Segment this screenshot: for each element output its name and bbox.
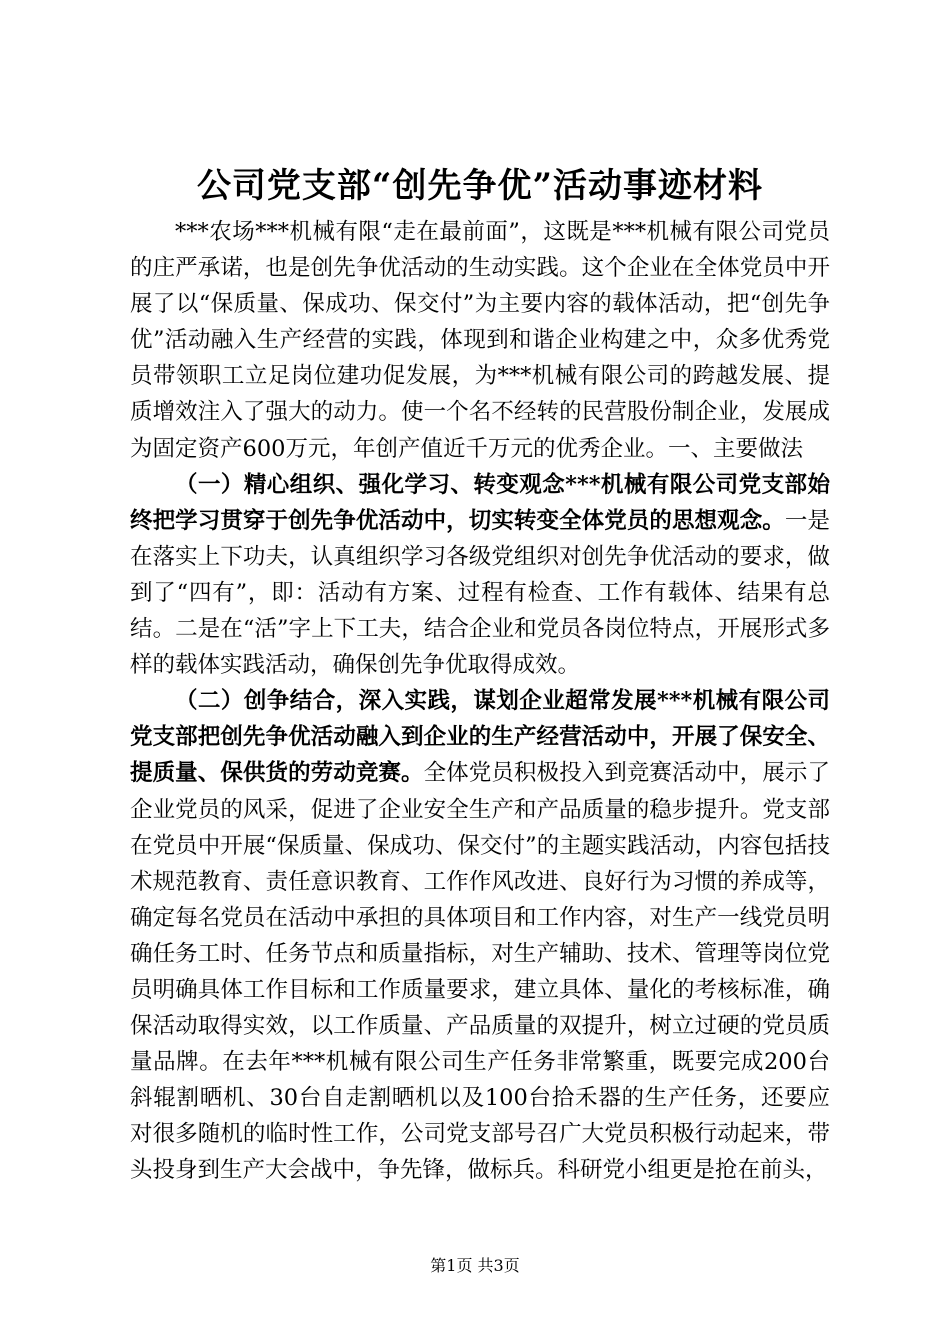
document-body [130,214,830,1189]
document-title: 公司党支部“创先争优”活动事迹材料 [196,166,764,206]
paragraph-section-2 [130,683,830,1188]
section-2-heading: （二）创争结合，深入实践，谋划企业超常发展***机械有限公司党支部把创先争优活动融入到企业的生产经营活动中，开展了保安全、提质量、保供货的劳动竞赛。 [130,688,830,787]
paragraph-intro: ***农场***机械有限“走在最前面”，这既是***机械有限公司党员的庄严承诺，也是创先争优活动的生动实践。这个企业在全体党员中开展了以“保质量、保成功、保交付”为主要内容的载体活动，把“创先争优”活动融入生产经营的实践，体现到和谐企业构建之中，众多优秀党员带领职工立足岗位建功促发展，为***机械有限公司的跨越发展、提质增效注入了强大的动力。使一个名不经转的民营股份制企业，发展成为固定资产600万元，年创产值近千万元的优秀企业。一、主要做法 [130,219,830,462]
section-1-text: 一是在落实上下功夫，认真组织学习各级党组织对创先争优活动的要求，做到了“四有”，即：活动有方案、过程有检查、工作有载体、结果有总结。二是在“活”字上下工夫，结合企业和党员各岗位特点，开展形式多样的载体实践活动，确保创先争优取得成效。 [130,507,830,679]
page-number: 第1页 共3页 [430,1256,520,1275]
paragraph-section-1 [130,467,830,684]
section-2-text: 全体党员积极投入到竞赛活动中，展示了企业党员的风采，促进了企业安全生产和产品质量的稳步提升。党支部在党员中开展“保质量、保成功、保交付”的主题实践活动，内容包括技术规范教育、责任意识教育、工作作风改进、良好行为习惯的养成等，确定每名党员在活动中承担的具体项目和工作内容，对生产一线党员明确任务工时、任务节点和质量指标，对生产辅助、技术、管理等岗位党员明确具体工作目标和工作质量要求，建立具体、量化的考核标准，确保活动取得实效，以工作质量、产品质量的双提升，树立过硬的党员质量品牌。在去年***机械有限公司生产任务非常繁重，既要完成200台斜辊割晒机、30台自走割晒机以及100台拾禾器的生产任务，还要应对很多随机的临时性工作，公司党支部号召广大党员积极行动起来，带头投身到生产大会战中，争先锋，做标兵。科研党小组更是抢在前头， [130,760,830,1184]
section-1-heading: （一）精心组织、强化学习、转变观念***机械有限公司党支部始终把学习贯穿于创先争优活动中，切实转变全体党员的思想观念。 [130,471,830,534]
